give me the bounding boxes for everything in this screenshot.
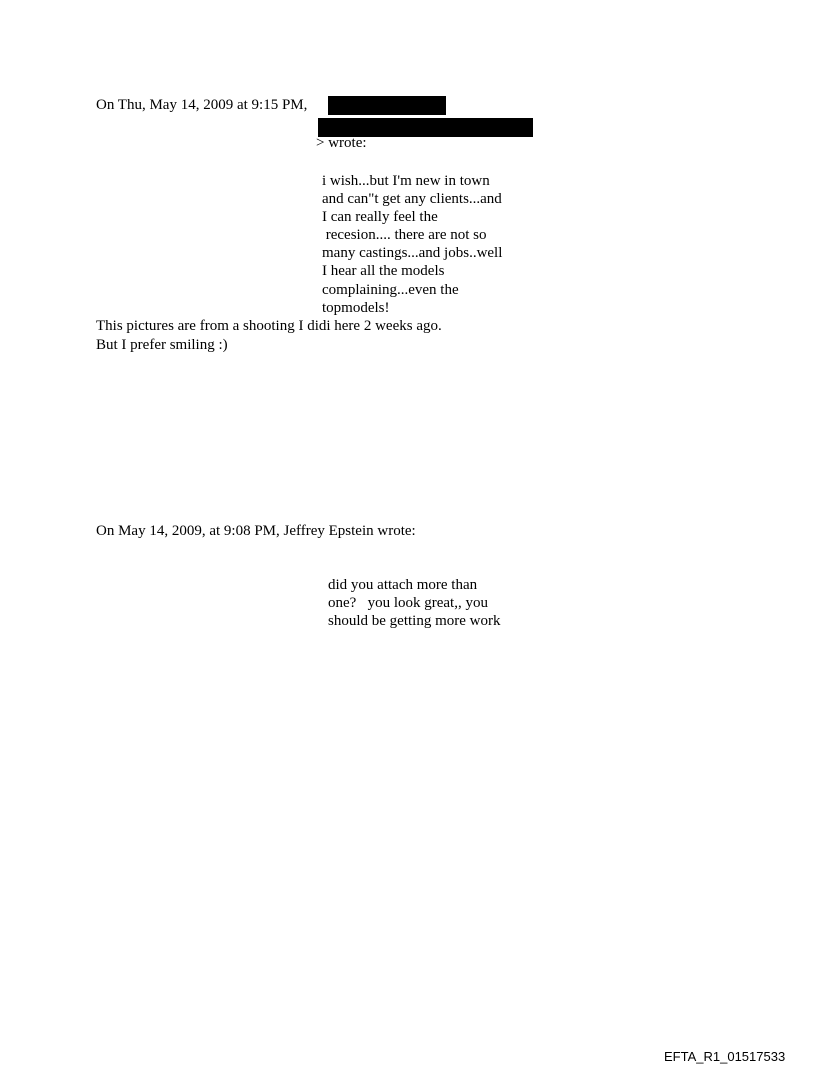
- quoted-header: On May 14, 2009, at 9:08 PM, Jeffrey Epstein wrote:: [96, 523, 416, 539]
- reply-body-line: I can really feel the: [322, 209, 438, 225]
- quoted-body-line: should be getting more work: [328, 613, 501, 629]
- reply-body-line: I hear all the models: [322, 263, 445, 279]
- reply-body-line: i wish...but I'm new in town: [322, 173, 490, 189]
- reply-body-line: topmodels!: [322, 300, 390, 316]
- document-id: EFTA_R1_01517533: [664, 1049, 786, 1064]
- message-line: This pictures are from a shooting I didi here 2 weeks ago.: [96, 318, 442, 334]
- redaction-bar-sender-name: [328, 96, 446, 115]
- quoted-body-line: one? you look great,, you: [328, 595, 488, 611]
- message-line: But I prefer smiling :): [96, 337, 228, 353]
- reply-body-line: recesion.... there are not so: [322, 227, 487, 243]
- reply-body-line: complaining...even the: [322, 282, 459, 298]
- reply-body-line: many castings...and jobs..well: [322, 245, 503, 261]
- quoted-body-line: did you attach more than: [328, 577, 478, 593]
- reply-body-line: and can"t get any clients...and: [322, 191, 502, 207]
- reply-header-suffix: > wrote:: [316, 135, 367, 151]
- reply-header-prefix: On Thu, May 14, 2009 at 9:15 PM,: [96, 97, 308, 113]
